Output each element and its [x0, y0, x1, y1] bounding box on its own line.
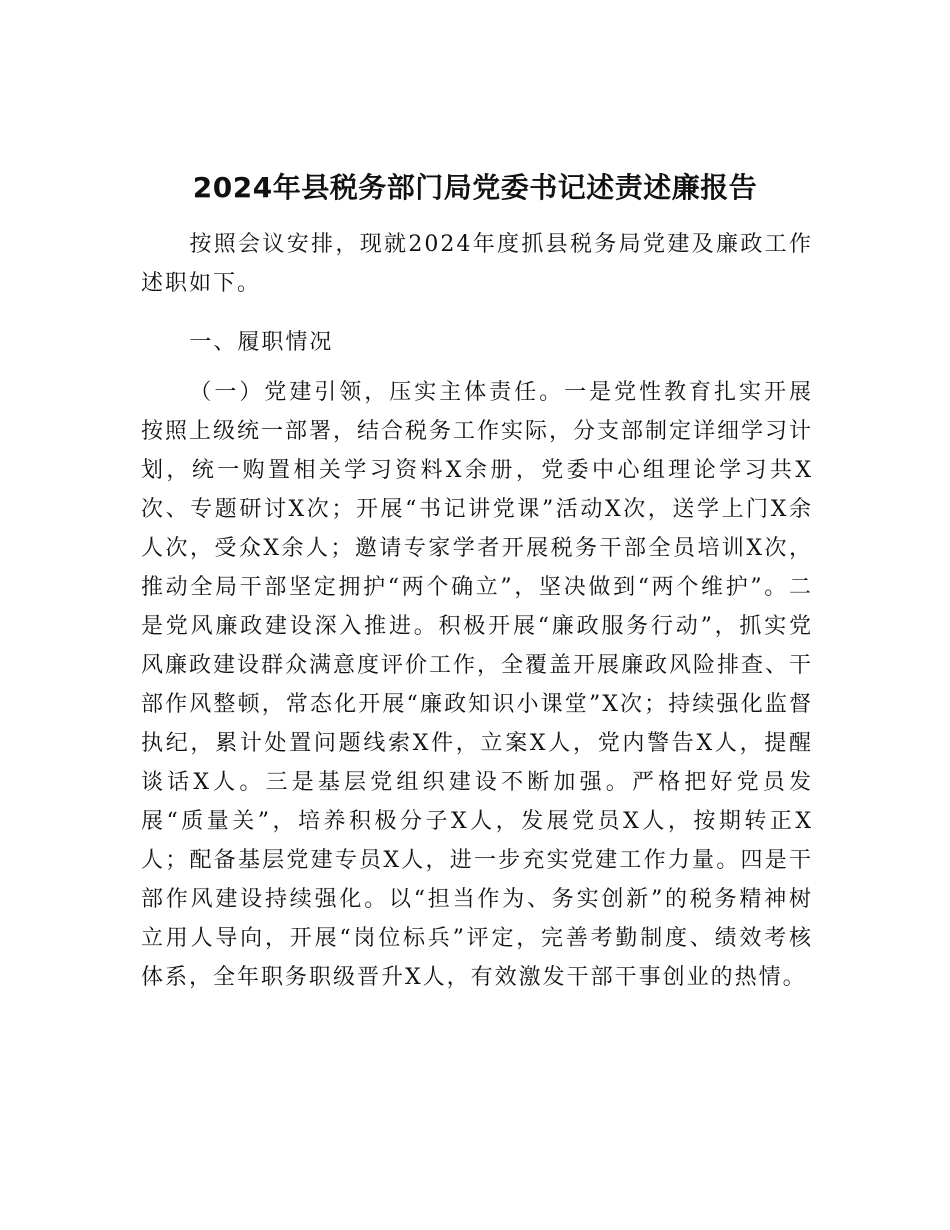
subsection-1-paragraph: （一）党建引领，压实主体责任。一是党性教育扎实开展按照上级统一部署，结合税务工作实际，分支部制定详细学习计划，统一购置相关学习资料X余册，党委中心组理论学习共X次、专题研讨X次；开展“书记讲党课”活动X次，送学上门X余人次，受众X余人；邀请专家学者开展税务干部全员培训X次，推动全局干部坚定拥护“两个确立”，坚决做到“两个维护”。二是党风廉政建设深入推进。积极开展“廉政服务行动”，抓实党风廉政建设群众满意度评价工作，全覆盖开展廉政风险排查、干部作风整顿，常态化开展“廉政知识小课堂”X次；持续强化监督执纪，累计处置问题线索X件，立案X人，党内警告X人，提醒谈话X人。三是基层党组织建设不断加强。严格把好党员发展“质量关”，培养积极分子X人，发展党员X人，按期转正X人；配备基层党建专员X人，进一步充实党建工作力量。四是干部作风建设持续强化。以“担当作为、务实创新”的税务精神树立用人导向，开展“岗位标兵”评定，完善考勤制度、绩效考核体系，全年职务职级晋升X人，有效激发干部干事创业的热情。 [141, 380, 814, 990]
section-heading-block [141, 323, 813, 362]
intro-paragraph: 按照会议安排，现就2024年度抓县税务局党建及廉政工作述职如下。 [141, 232, 813, 296]
document-title: 2024年县税务部门局党委书记述责述廉报告 [192, 171, 758, 204]
intro-paragraph-block [141, 225, 813, 303]
section-heading: 一、履职情况 [189, 330, 334, 355]
subsection-paragraph-block [141, 373, 813, 997]
